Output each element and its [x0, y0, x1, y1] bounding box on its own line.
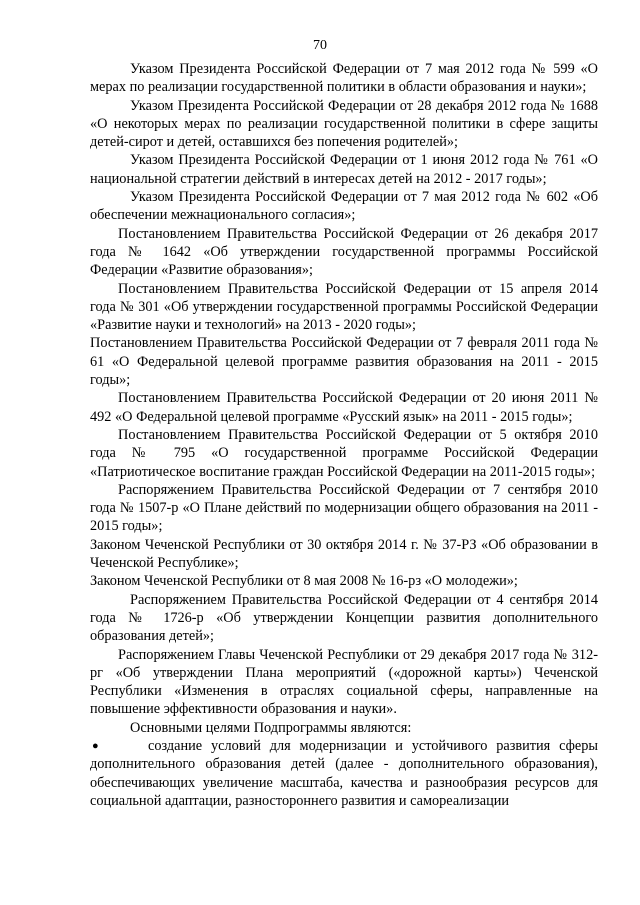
paragraph-goals-intro: Основными целями Подпрограммы являются: [130, 719, 412, 736]
paragraph-resolution-301: Постановлением Правительства Российской Федерации от 15 апреля 2014 года № 301 «Об утверждении государственной программы Российской Федерации «Развитие науки и технологий» на 2013 - 2020 годы»; [90, 280, 598, 334]
paragraph-order-1507: Распоряжением Правительства Российской Федерации от 7 сентября 2010 года № 1507-р «О Плане действий по модернизации общего образования на 2011 - 2015 годы»; [90, 481, 598, 535]
bullet-icon: ● [92, 739, 99, 752]
page-number: 70 [313, 38, 327, 53]
paragraph-resolution-61: Постановлением Правительства Российской Федерации от 7 февраля 2011 года № 61 «О Федеральной целевой программе развития образования на 2011 - 2015 годы»; [90, 335, 598, 389]
paragraph-resolution-795: Постановлением Правительства Российской Федерации от 5 октября 2010 года № 795 «О государственной программе Российской Федерации «Патриотическое воспитание граждан Российской Федерации на 2011-2015 годы»; [90, 426, 598, 480]
paragraph-law-37: Законом Чеченской Республики от 30 октября 2014 г. № 37-РЗ «Об образовании в Чеченской Республике»; [90, 536, 598, 572]
paragraph-decree-1688: Указом Президента Российской Федерации от 28 декабря 2012 года № 1688 «О некоторых мерах по реализации государственной политики в сфере защиты детей-сирот и детей, оставшихся без попечения родителей»; [90, 97, 598, 151]
paragraph-law-16: Законом Чеченской Республики от 8 мая 2008 № 16-рз «О молодежи»; [90, 573, 518, 590]
document-body [90, 60, 598, 810]
goal-bullet-text: создание условий для модернизации и устойчивого развития сферы дополнительного образования детей (далее - дополнительного образования), обеспечивающих увеличение масштаба, качества и разнообразия ресурсов для социальной адаптации, разностороннего развития и самореализации [90, 737, 598, 809]
paragraph-decree-761: Указом Президента Российской Федерации от 1 июня 2012 года № 761 «О национальной стратегии действий в интересах детей на 2012 - 2017 годы»; [90, 152, 598, 187]
goal-bullet-item [90, 737, 598, 810]
paragraph-order-1726: Распоряжением Правительства Российской Федерации от 4 сентября 2014 года № 1726-р «Об утверждении Концепции развития дополнительного образования детей»; [90, 591, 598, 645]
paragraph-resolution-492: Постановлением Правительства Российской Федерации от 20 июня 2011 № 492 «О Федеральной целевой программе «Русский язык» на 2011 - 2015 годы»; [90, 390, 598, 425]
paragraph-order-312: Распоряжением Главы Чеченской Республики от 29 декабря 2017 года № 312-рг «Об утверждении Плана мероприятий («дорожной карты») Чеченской Республики «Изменения в отраслях социальной сферы, направленные на повышение эффективности образования и науки». [90, 646, 598, 718]
paragraph-decree-602: Указом Президента Российской Федерации от 7 мая 2012 года № 602 «Об обеспечении межнационального согласия»; [90, 189, 598, 224]
paragraph-decree-599: Указом Президента Российской Федерации от 7 мая 2012 года № 599 «О мерах по реализации государственной политики в области образования и науки»; [90, 61, 598, 96]
paragraph-resolution-1642: Постановлением Правительства Российской Федерации от 26 декабря 2017 года № 1642 «Об утверждении государственной программы Российской Федерации «Развитие образования»; [90, 225, 598, 279]
